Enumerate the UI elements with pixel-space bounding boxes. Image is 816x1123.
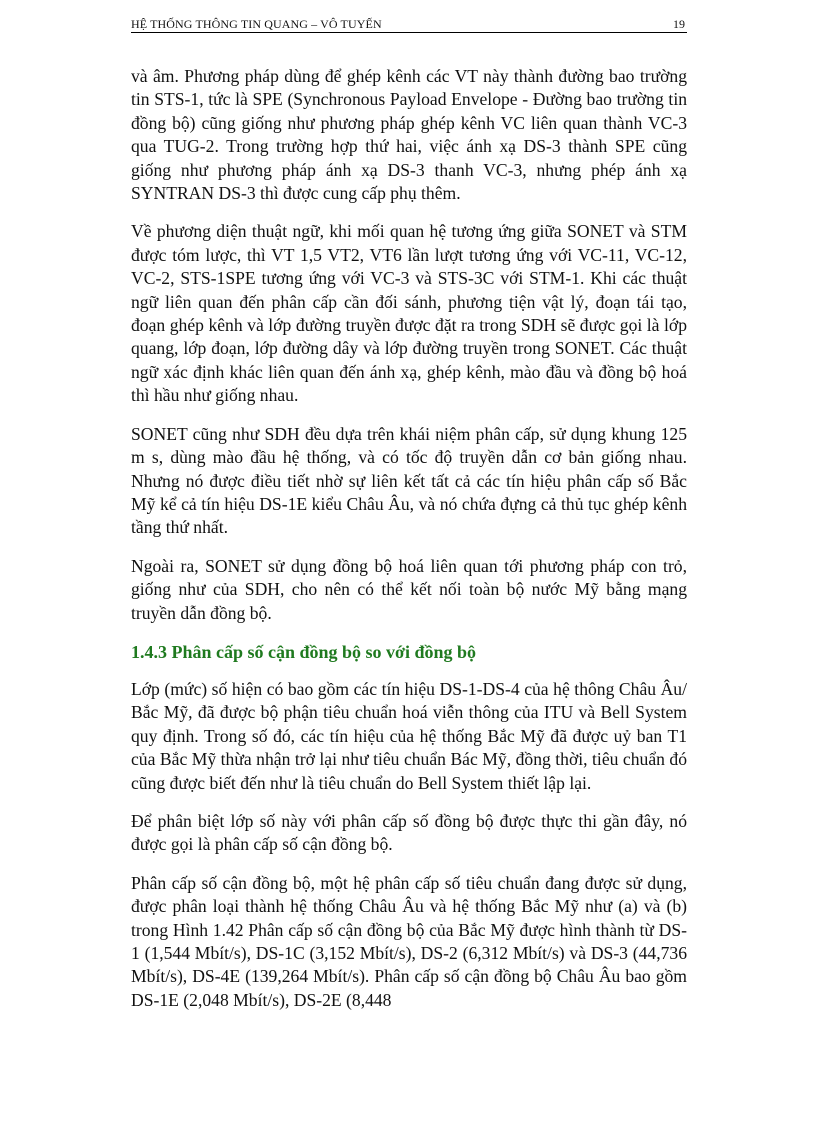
- page-number: 19: [673, 17, 685, 31]
- section-paragraph: Phân cấp số cận đồng bộ, một hệ phân cấp số tiêu chuẩn đang được sử dụng, được phân loại thành hệ thống Châu Âu và hệ thống Bắc Mỹ như (a) và (b) trong Hình 1.42 Phân cấp số cận đồng bộ của Bắc Mỹ được hình thành từ DS-1 (1,544 Mbít/s), DS-1C (3,152 Mbít/s), DS-2 (6,312 Mbít/s) và DS-3 (44,736 Mbít/s), DS-4E (139,264 Mbít/s). Phân cấp số cận đồng bộ Châu Âu bao gồm DS-1E (2,048 Mbít/s), DS-2E (8,448: [131, 872, 687, 1010]
- body-paragraph: Ngoài ra, SONET sử dụng đồng bộ hoá liên quan tới phương pháp con trỏ, giống như của SDH, cho nên có thể kết nối toàn bộ nước Mỹ bằng mạng truyền dẫn đồng bộ.: [131, 555, 687, 623]
- section-paragraph: Để phân biệt lớp số này với phân cấp số đồng bộ được thực thi gần đây, nó được gọi là phân cấp số cận đồng bộ.: [131, 810, 687, 855]
- body-paragraph: SONET cũng như SDH đều dựa trên khái niệm phân cấp, sử dụng khung 125 m s, dùng mào đầu hệ thống, và có tốc độ truyền dẫn cơ bản giống nhau. Nhưng nó được điều tiết nhờ sự liên kết tất cả các tín hiệu phân cấp số Bắc Mỹ kể cả tín hiệu DS-1E kiểu Châu Âu, và nó chứa đựng cả thủ tục ghép kênh tầng thứ nhất.: [131, 423, 687, 538]
- body-paragraph: Về phương diện thuật ngữ, khi mối quan hệ tương ứng giữa SONET và STM được tóm lược, thì VT 1,5 VT2, VT6 lần lượt tương ứng với VC-11, VC-12, VC-2, STS-1SPE tương ứng với VC-3 và STS-3C với STM-1. Khi các thuật ngữ liên quan đến phân cấp cần đối sánh, phương tiện vật lý, đoạn tái tạo, đoạn ghép kênh và lớp đường truyền được đặt ra trong SDH sẽ được gọi là lớp quang, lớp đoạn, lớp đường dây và lớp đường truyền trong SONET. Các thuật ngữ xác định khác liên quan đến ánh xạ, ghép kênh, mào đầu và đồng bộ hoá thì hầu như giống nhau.: [131, 221, 687, 406]
- section-paragraph: Lớp (mức) số hiện có bao gồm các tín hiệu DS-1-DS-4 của hệ thông Châu Âu/ Bắc Mỹ, đã được bộ phận tiêu chuẩn hoá viễn thông của ITU và Bell System quy định. Trong số đó, các tín hiệu của hệ thống Bắc Mỹ đã được uỷ ban T1 của Bắc Mỹ thừa nhận trở lại như tiêu chuẩn Bác Mỹ, đồng thời, tiêu chuẩn đó cũng được biết đến như là tiêu chuẩn do Bell System thiết lập lại.: [131, 678, 687, 793]
- page-header: [131, 14, 687, 33]
- page-body: [131, 65, 687, 1027]
- section-heading: 1.4.3 Phân cấp số cận đồng bộ so với đồng bộ: [131, 641, 477, 662]
- body-paragraph: và âm. Phương pháp dùng để ghép kênh các VT này thành đường bao trường tin STS-1, tức là SPE (Synchronous Payload Envelope - Đường bao trường tin đồng bộ) cũng giống như phương pháp ghép kênh VC liên quan thành VC-3 qua TUG-2. Trong trường hợp thứ hai, việc ánh xạ DS-3 thành SPE cũng giống như phương pháp ánh xạ DS-3 thanh VC-3, nhưng phép ánh xạ SYNTRAN DS-3 thì được cung cấp phụ thêm.: [131, 66, 687, 204]
- header-title: HỆ THỐNG THÔNG TIN QUANG – VÔ TUYẾN: [131, 17, 382, 31]
